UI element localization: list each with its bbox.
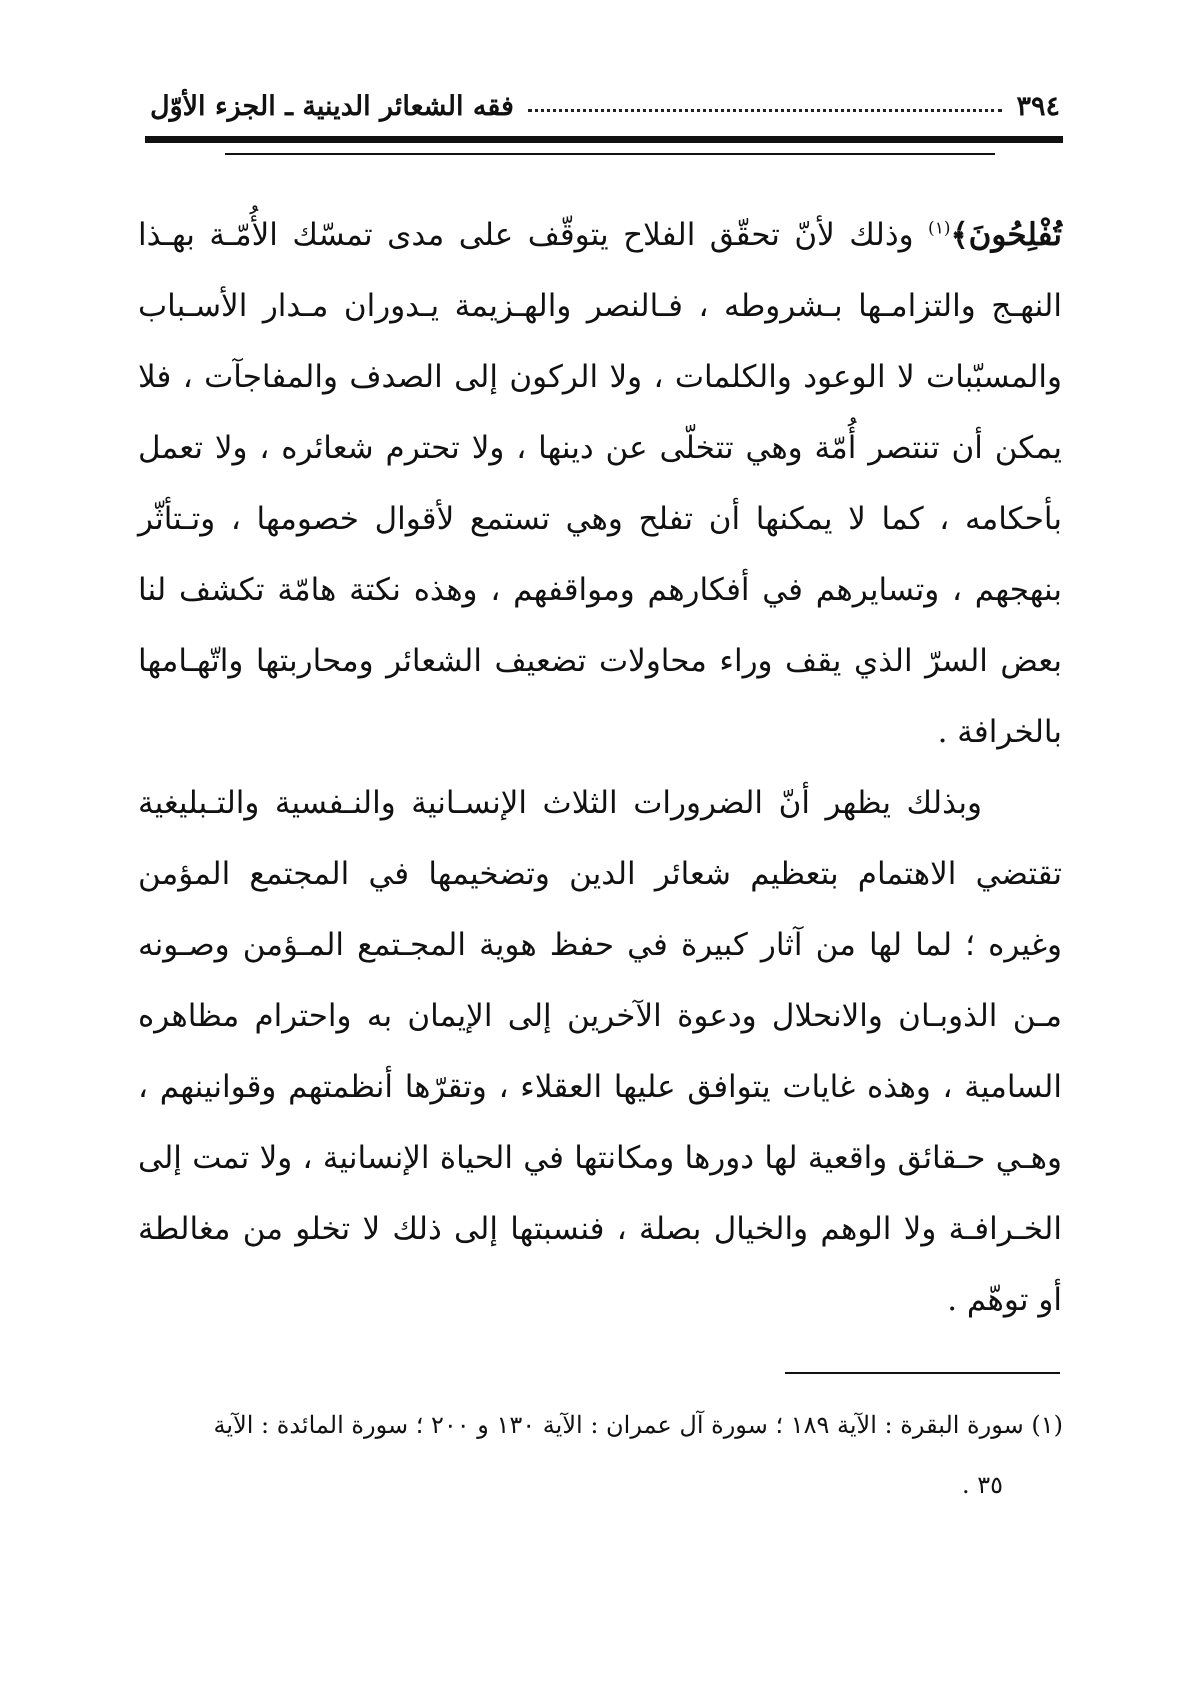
page-number: ٣٩٤ (1016, 91, 1060, 122)
dotted-leader (528, 108, 1003, 112)
paragraph-1 (138, 200, 1062, 768)
quran-verse-end: تُفْلِحُونَ﴾ (950, 217, 1062, 253)
footnote-line-1: (١) سورة البقرة : الآية ١٨٩ ؛ سورة آل عمران : الآية ١٣٠ و ٢٠٠ ؛ سورة المائدة : الآية (213, 1411, 1063, 1439)
paragraph-1-text: وذلك لأنّ تحقّق الفلاح يتوقّف على مدى تمسّك الأُمّـة بهـذا النهـج والتزامـها بـشروطه ، فـالنصر والهـزيمة يـدوران مـدار الأسـباب والمسبّبات لا الوعود والكلمات ، ولا الركون إلى الصدف والمفاجآت ، فلا يمكن أن تنتصر أُمّة وهي تتخلّى عن دينها ، ولا تحترم شعائره ، ولا تعمل بأحكامه ، كما لا يمكنها أن تفلح وهي تستمع لأقوال خصومها ، وتـتأثّر بنهجهم ، وتسايرهم في أفكارهم ومواقفهم ، وهذه نكتة هامّة تكشف لنا بعض السرّ الذي يقف وراء محاولات تضعيف الشعائر ومحاربتها واتّهـامها بالخرافة . (138, 217, 1062, 750)
paragraph-2: وبذلك يظهر أنّ الضرورات الثلاث الإنسـانية والنـفسية والتـبليغية تقتضي الاهتمام بتعظيم شعائر الدين وتضخيمها في المجتمع المؤمن وغيره ؛ لما لها من آثار كبيرة في حفظ هوية المجـتمع المـؤمن وصـونه مـن الذوبـان والانحلال ودعوة الآخرين إلى الإيمان به واحترام مظاهره السامية ، وهذه غايات يتوافق عليها العقلاء ، وتقرّها أنظمتهم وقوانينهم ، وهـي حـقائق واقعية لها دورها ومكانتها في الحياة الإنسانية ، ولا تمت إلى الخـرافـة ولا الوهم والخيال بصلة ، فنسبتها إلى ذلك لا تخلو من مغالطة أو توهّم . (138, 785, 1062, 1318)
footnote (128, 1395, 1063, 1515)
running-header (150, 72, 1060, 122)
header-rule-thick (145, 136, 1063, 143)
footnote-separator (785, 1372, 1060, 1374)
footnote-line-2: ٣٥ . (961, 1471, 1003, 1499)
footnote-reference[interactable]: (١) (928, 218, 951, 239)
header-rule-thin (225, 153, 995, 155)
body-text (138, 200, 1062, 1336)
book-title: فقه الشعائر الدينية ـ الجزء الأوّل (150, 91, 514, 122)
